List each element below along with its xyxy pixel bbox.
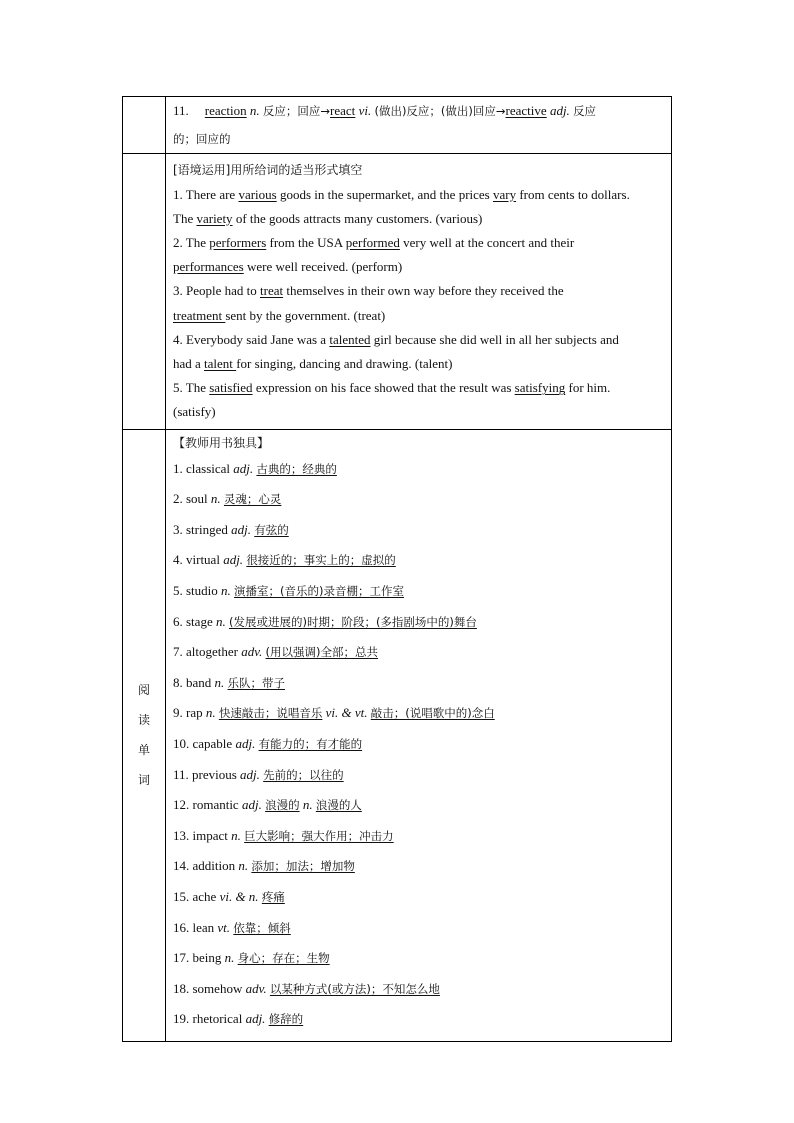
vocab-item	[173, 454, 665, 485]
answer-blank: performances	[173, 259, 244, 275]
sentence-text: girl because she did well in all her subjects and	[370, 331, 619, 347]
vocab-item	[173, 882, 665, 913]
pos-label: adv.	[245, 980, 267, 996]
sentence-text: 3. People had to	[173, 283, 261, 299]
reaction-entry-line2	[173, 127, 665, 151]
vocab-word: 7. altogether	[173, 644, 238, 660]
vocabulary-table	[122, 96, 672, 1042]
pos-label: n.	[221, 583, 231, 599]
reaction-entry-cell	[166, 97, 672, 154]
entry-number: 11.	[173, 103, 189, 118]
pos-label: adj.	[233, 460, 254, 476]
vocab-item	[173, 576, 665, 607]
answer-blank: talented	[329, 331, 371, 347]
sentence-text: (satisfy)	[173, 404, 216, 420]
sentence-text: 1. There are	[173, 186, 239, 202]
pos-label: n.	[205, 705, 216, 721]
vocab-item	[173, 790, 665, 821]
vocab-word: 5. studio	[173, 583, 218, 599]
pos-label: n.	[302, 797, 313, 813]
vocab-item	[173, 607, 665, 638]
answer-blank: performers	[209, 235, 267, 251]
vocab-item	[173, 515, 665, 546]
pos-label: adj.	[240, 766, 260, 782]
vocab-word: 10. capable	[173, 735, 233, 751]
pos-label: adj.	[235, 735, 256, 751]
reaction-entry-line1	[173, 99, 665, 123]
sentence-text: sent by the government. (treat)	[225, 307, 386, 323]
answer-blank: treat	[260, 283, 284, 299]
pos-label: n.	[210, 491, 221, 507]
sentence-text: The	[173, 210, 197, 226]
vocab-word: 11. previous	[173, 766, 237, 782]
row-reading-words	[123, 429, 672, 1041]
answer-blank: satisfying	[514, 380, 566, 396]
vocab-meaning: 乐队；带子	[227, 675, 286, 690]
vocab-word: 15. ache	[173, 888, 217, 904]
vocab-item	[173, 637, 665, 668]
vocab-word: 18. somehow	[173, 980, 243, 996]
vocab-meaning: 依靠；倾斜	[233, 920, 291, 935]
pos-label: n.	[214, 674, 225, 690]
vocab-item	[173, 668, 665, 699]
vocab-meaning: 古典的；经典的	[256, 461, 337, 476]
vocab-item	[173, 913, 665, 944]
vocab-word: 14. addition	[173, 858, 236, 874]
pos-label: vt.	[217, 919, 231, 935]
exercise-line	[173, 304, 665, 328]
vocab-word: 1. classical	[173, 460, 231, 476]
answer-blank: performed	[345, 235, 400, 251]
vocab-meaning: 有能力的；有才能的	[258, 736, 363, 751]
section-label-cell	[123, 429, 166, 1041]
pos-label: vi.	[358, 103, 372, 118]
section-label	[123, 675, 165, 795]
row-reaction	[123, 97, 672, 154]
pos-label: adj.	[549, 103, 570, 118]
vocab-meaning: 巨大影响；强大作用；冲击力	[244, 828, 394, 843]
vocab-word: 4. virtual	[173, 552, 220, 568]
vocab-meaning: (用以强调)全部；总共	[265, 645, 379, 660]
vocab-meaning: 以某种方式(或方法)；不知怎么地	[269, 981, 440, 996]
vocab-meaning: 浪漫的	[265, 798, 300, 813]
exercise-line	[173, 255, 665, 279]
vocab-word: 2. soul	[173, 491, 208, 507]
exercise-line	[173, 400, 665, 424]
exercise-line	[173, 352, 665, 376]
vocab-item	[173, 760, 665, 791]
answer-blank: various	[238, 186, 277, 202]
vocab-meaning: 先前的；以往的	[263, 767, 344, 782]
vocab-word: 8. band	[173, 674, 212, 690]
vocab-meaning: 灵魂；心灵	[223, 492, 282, 507]
vocab-item	[173, 943, 665, 974]
pos-label: n.	[215, 613, 226, 629]
pos-label: n.	[231, 827, 241, 843]
pos-label: vi. & n.	[219, 888, 259, 904]
sentence-text: for singing, dancing and drawing. (talent)	[236, 356, 453, 372]
vocab-meaning: 疼痛	[261, 889, 285, 904]
exercise-line	[173, 376, 665, 400]
answer-blank: variety	[196, 210, 233, 226]
vocab-meaning: 身心；存在；生物	[237, 951, 330, 966]
empty-label-cell	[123, 154, 166, 429]
pos-label: adj.	[231, 521, 252, 537]
vocab-item	[173, 821, 665, 852]
pos-label: adj.	[223, 552, 244, 568]
translation-text: 的；回应的	[173, 132, 231, 147]
vocab-word: 13. impact	[173, 827, 228, 843]
vocab-word: 19. rhetorical	[173, 1011, 243, 1027]
pos-label: adj.	[241, 797, 262, 813]
pos-label: n.	[224, 950, 235, 966]
exercise-line	[173, 207, 665, 231]
vocab-item	[173, 974, 665, 1005]
sentence-text: 2. The	[173, 235, 210, 251]
translation-text: 反应；回应→	[262, 104, 331, 118]
section-label-char: 词	[137, 773, 150, 788]
vocab-meaning: 演播室；(音乐的)录音棚；工作室	[234, 584, 405, 599]
vocab-meaning: 有弦的	[254, 522, 289, 537]
translation-text: (做出)反应；(做出)回应→	[374, 104, 506, 118]
vocab-meaning: 修辞的	[268, 1012, 304, 1027]
sentence-text: were well received. (perform)	[243, 259, 403, 275]
vocab-word: 6. stage	[173, 613, 213, 629]
pos-label: n.	[249, 103, 260, 118]
sentence-text: very well at the concert and their	[399, 235, 575, 251]
section-label-char: 单	[137, 743, 150, 758]
vocab-meaning: 很接近的；事实上的；虚拟的	[246, 553, 396, 568]
vocab-item	[173, 729, 665, 760]
vocab-cell	[166, 429, 672, 1041]
exercise-line	[173, 279, 665, 303]
vocab-heading: 【教师用书独具】	[173, 435, 270, 450]
section-label-char: 读	[137, 713, 150, 728]
vocab-item	[173, 545, 665, 576]
exercise-line	[173, 183, 665, 207]
vocab-word: 3. stringed	[173, 521, 228, 537]
vocab-item	[173, 698, 665, 729]
pos-label: adv.	[241, 644, 263, 660]
word-react: react	[330, 103, 356, 118]
vocab-meaning: (发展或进展的)时期；阶段；(多指剧场中的)舞台	[228, 614, 477, 629]
vocab-meaning: 添加；加法；增加物	[251, 859, 355, 874]
word-reaction: reaction	[204, 103, 247, 118]
vocab-meaning: 浪漫的人	[315, 798, 362, 813]
vocab-word: 12. romantic	[173, 797, 239, 813]
word-reactive: reactive	[505, 103, 547, 118]
vocab-word: 16. lean	[173, 919, 215, 935]
answer-blank: vary	[492, 186, 517, 202]
sentence-text: themselves in their own way before they received the	[283, 283, 564, 299]
answer-blank: satisfied	[209, 380, 253, 396]
vocab-meaning: 敲击；(说唱歌中的)念白	[370, 706, 495, 721]
exercise-line	[173, 231, 665, 255]
sentence-text: 5. The	[173, 380, 210, 396]
pos-label: n.	[238, 858, 249, 874]
sentence-text: of the goods attracts many customers. (various)	[232, 210, 483, 226]
sentence-text: from the USA	[266, 235, 346, 251]
sentence-text: goods in the supermarket, and the prices	[276, 186, 493, 202]
empty-label-cell	[123, 97, 166, 154]
vocab-item	[173, 484, 665, 515]
exercise-cell	[166, 154, 672, 429]
sentence-text: had a	[173, 356, 205, 372]
sentence-text: for him.	[565, 380, 611, 396]
sentence-text: 4. Everybody said Jane was a	[173, 331, 330, 347]
answer-blank: talent	[204, 356, 237, 372]
vocab-word: 17. being	[173, 950, 222, 966]
exercise-heading: [语境运用]用所给词的适当形式填空	[173, 163, 363, 178]
vocab-item	[173, 851, 665, 882]
vocab-meaning: 快速敲击；说唱音乐	[218, 706, 323, 721]
vocab-word: 9. rap	[173, 705, 203, 721]
sentence-text: from cents to dollars.	[516, 186, 630, 202]
section-label-char: 阅	[137, 683, 150, 698]
pos-label: adj.	[245, 1011, 266, 1027]
translation-text: 反应	[573, 104, 597, 118]
pos-label: vi. & vt.	[325, 705, 368, 721]
vocab-item	[173, 1004, 665, 1035]
answer-blank: treatment	[173, 307, 226, 323]
exercise-line	[173, 328, 665, 352]
sentence-text: expression on his face showed that the result was	[252, 380, 515, 396]
row-exercise	[123, 154, 672, 429]
